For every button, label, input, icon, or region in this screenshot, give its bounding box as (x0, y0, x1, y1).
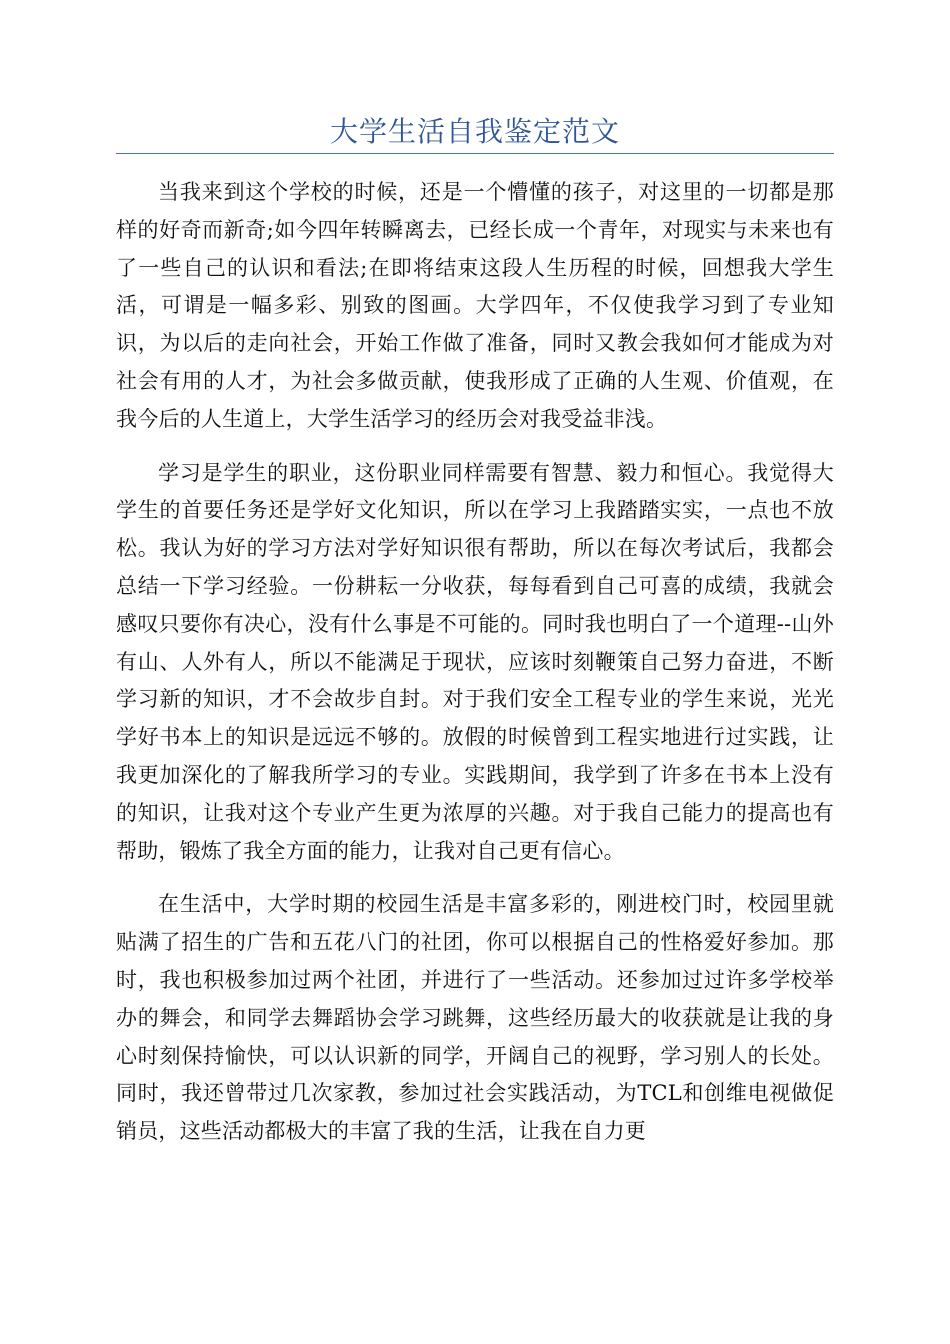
document-body (116, 174, 834, 1167)
document-title: 大学生活自我鉴定范文 (329, 115, 620, 148)
paragraph-2: 学习是学生的职业，这份职业同样需要有智慧、毅力和恒心。我觉得大学生的首要任务还是学好文化知识，所以在学习上我踏踏实实，一点也不放松。我认为好的学习方法对学好知识很有帮助，所以在每次考试后，我都会总结一下学习经验。一份耕耘一分收获，每每看到自己可喜的成绩，我就会感叹只要你有决心，没有什么事是不可能的。同时我也明白了一个道理--山外有山、人外有人，所以不能满足于现状，应该时刻鞭策自己努力奋进，不断学习新的知识，才不会故步自封。对于我们安全工程专业的学生来说，光光学好书本上的知识是远远不够的。放假的时候曾到工程实地进行过实践，让我更加深化的了解我所学习的专业。实践期间，我学到了许多在书本上没有的知识，让我对这个专业产生更为浓厚的兴趣。对于我自己能力的提高也有帮助，锻炼了我全方面的能力，让我对自己更有信心。 (116, 460, 834, 863)
title-underline (116, 153, 834, 154)
paragraph-1: 当我来到这个学校的时候，还是一个懵懂的孩子，对这里的一切都是那样的好奇而新奇;如今四年转瞬离去，已经长成一个青年，对现实与未来也有了一些自己的认识和看法;在即将结束这段人生历程的时候，回想我大学生活，可谓是一幅多彩、别致的图画。大学四年，不仅使我学习到了专业知识，为以后的走向社会，开始工作做了准备，同时又教会我如何才能成为对社会有用的人才，为社会多做贡献，使我形成了正确的人生观、价值观，在我今后的人生道上，大学生活学习的经历会对我受益非浅。 (116, 180, 834, 431)
paragraph-3: 在生活中，大学时期的校园生活是丰富多彩的，刚进校门时，校园里就贴满了招生的广告和五花八门的社团，你可以根据自己的性格爱好参加。那时，我也积极参加过两个社团，并进行了一些活动。还参加过过许多学校举办的舞会，和同学去舞蹈协会学习跳舞，这些经历最大的收获就是让我的身心时刻保持愉快，可以认识新的同学，开阔自己的视野，学习别人的长处。同时，我还曾带过几次家教，参加过社会实践活动，为TCL和创维电视做促销员，这些活动都极大的丰富了我的生活，让我在自力更 (116, 892, 834, 1144)
